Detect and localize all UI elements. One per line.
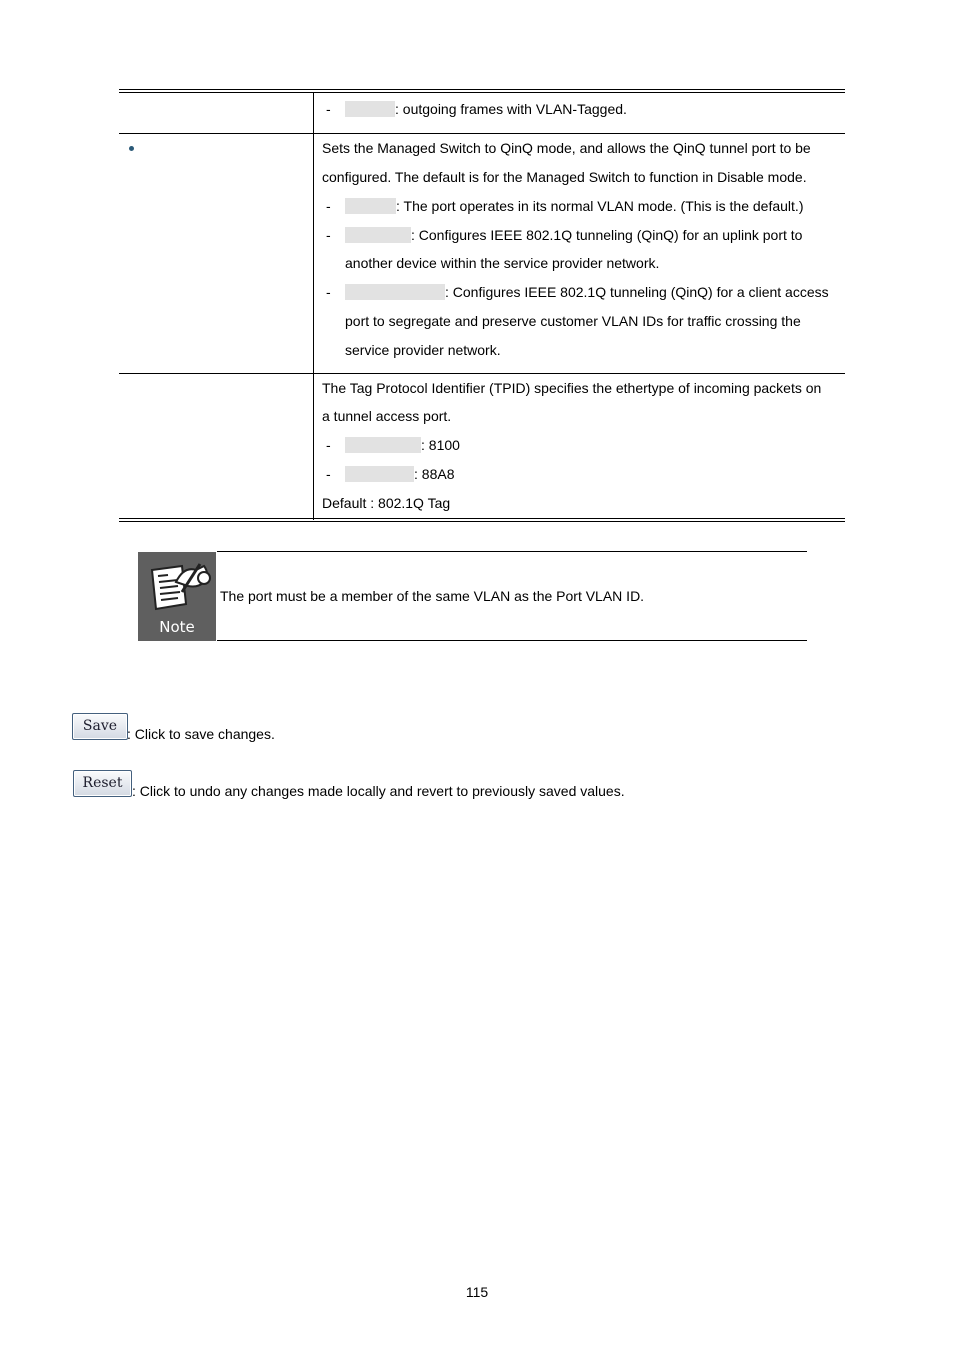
description-line: configured. The default is for the Managed Switch to function in Disable mode. [322, 169, 807, 185]
description-text: : Configures IEEE 802.1Q tunneling (QinQ) for a client access [445, 284, 829, 300]
reset-button[interactable]: Reset [73, 770, 132, 797]
description-line [345, 284, 829, 300]
dash-marker: - [326, 437, 331, 453]
option-value [345, 101, 395, 117]
description-line: Default : 802.1Q Tag [322, 495, 451, 511]
description-line: The Tag Protocol Identifier (TPID) specifies the ethertype of incoming packets on [322, 380, 822, 396]
description-line: Sets the Managed Switch to QinQ mode, and allows the QinQ tunnel port to be [322, 140, 811, 156]
table-row-divider [119, 373, 845, 374]
save-button-description: : Click to save changes. [127, 726, 275, 742]
dash-marker: - [326, 227, 331, 243]
description-line [345, 198, 803, 214]
table-column-divider [313, 93, 314, 520]
note-bottom-rule [217, 640, 807, 641]
description-text: : The port operates in its normal VLAN mode. (This is the default.) [396, 198, 804, 214]
option-value [345, 466, 414, 482]
description-text: : Configures IEEE 802.1Q tunneling (QinQ) for an uplink port to [411, 227, 803, 243]
description-text: : 88A8 [414, 466, 455, 482]
bullet-icon [129, 146, 134, 151]
table-top-rule [119, 89, 845, 90]
reset-button-description: : Click to undo any changes made locally and revert to previously saved values. [132, 783, 625, 799]
table-top-rule-inner [119, 92, 845, 93]
dash-marker: - [326, 101, 331, 117]
table-bottom-rule [119, 518, 845, 519]
option-value [345, 227, 411, 243]
table-bottom-rule-inner [119, 521, 845, 522]
table-row-divider [119, 133, 845, 134]
dash-marker: - [326, 198, 331, 214]
note-top-rule [217, 551, 807, 552]
description-text: : outgoing frames with VLAN-Tagged. [395, 101, 627, 117]
dash-marker: - [326, 284, 331, 300]
description-line [345, 466, 454, 482]
note-text: The port must be a member of the same VLAN as the Port VLAN ID. [220, 588, 645, 604]
description-line [345, 227, 802, 243]
save-button[interactable]: Save [72, 713, 128, 740]
description-text: : 8100 [421, 437, 460, 453]
option-value [345, 198, 396, 214]
description-line: another device within the service provider network. [345, 255, 660, 271]
description-line [345, 101, 627, 117]
description-line: service provider network. [345, 342, 501, 358]
page-number: 115 [465, 1284, 489, 1300]
dash-marker: - [326, 466, 331, 482]
description-line: port to segregate and preserve customer VLAN IDs for traffic crossing the [345, 313, 801, 329]
note-icon [138, 552, 216, 641]
description-line [345, 437, 460, 453]
option-value [345, 437, 421, 453]
description-line: a tunnel access port. [322, 408, 452, 424]
option-value [345, 284, 445, 300]
note-icon-label: Note [159, 618, 195, 636]
